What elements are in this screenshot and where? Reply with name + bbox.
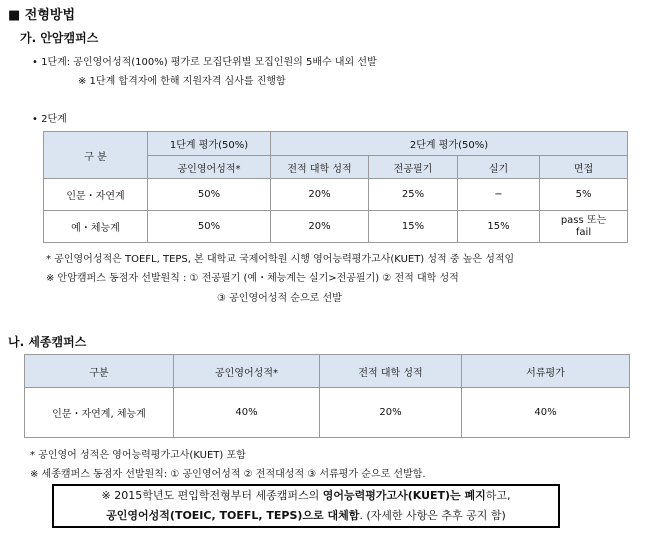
- row-name: 인문・자연계: [44, 179, 148, 211]
- anam-table: [43, 131, 628, 243]
- sejong-table: [24, 354, 630, 438]
- notice-emphasis: 공인영어성적(TOEIC, TOEFL, TEPS)으로 대체함: [106, 509, 360, 522]
- table-cell: 20%: [271, 179, 369, 211]
- anam-sub-header: 면접: [540, 156, 628, 179]
- anam-header-category: 구 분: [44, 132, 148, 179]
- anam-header-stage1: 1단계 평가(50%): [148, 132, 271, 156]
- sejong-note-2: ※ 세종캠퍼스 동점자 선발원칙: ① 공인영어성적 ② 전적대성적 ③ 서류평가 순으로 선발함.: [30, 469, 426, 480]
- table-cell: 25%: [369, 179, 458, 211]
- anam-stage2-label: • 2단계: [32, 114, 67, 125]
- table-cell: 15%: [458, 211, 540, 243]
- table-row: [44, 211, 628, 243]
- row-name: 인문・자연계, 체능계: [25, 388, 174, 438]
- notice-text: 하고,: [485, 489, 511, 502]
- section-title: ■ 전형방법: [8, 8, 76, 23]
- notice-line-2: [54, 506, 558, 526]
- anam-header-stage2: 2단계 평가(50%): [271, 132, 628, 156]
- notice-text: ※ 2015학년도 편입학전형부터 세종캠퍼스의: [101, 489, 323, 502]
- table-cell: 50%: [148, 211, 271, 243]
- table-row: [25, 388, 630, 438]
- sejong-header: 구분: [25, 355, 174, 388]
- table-cell: 5%: [540, 179, 628, 211]
- row-name: 예・체능계: [44, 211, 148, 243]
- anam-sub-header: 전공필기: [369, 156, 458, 179]
- table-cell: 15%: [369, 211, 458, 243]
- table-cell: 40%: [462, 388, 630, 438]
- table-cell: 40%: [174, 388, 320, 438]
- table-cell: 20%: [271, 211, 369, 243]
- table-cell: 50%: [148, 179, 271, 211]
- anam-sub-header: 전적 대학 성적: [271, 156, 369, 179]
- sejong-header: 전적 대학 성적: [320, 355, 462, 388]
- notice-text: . (자세한 사항은 추후 공지 함): [359, 509, 506, 522]
- notice-line-1: [54, 486, 558, 506]
- anam-stage1-line: • 1단계: 공인영어성적(100%) 평가로 모집단위별 모집인원의 5배수 내외 선발: [32, 57, 377, 68]
- table-cell: −: [458, 179, 540, 211]
- notice-box: [52, 484, 560, 528]
- anam-sub-header: 공인영어성적*: [148, 156, 271, 179]
- anam-note-1: * 공인영어성적은 TOEFL, TEPS, 본 대학교 국제어학원 시행 영어능력평가고사(KUET) 성적 중 높은 성적임: [46, 254, 515, 265]
- table-cell: 20%: [320, 388, 462, 438]
- anam-note-3: ③ 공인영어성적 순으로 선발: [217, 293, 342, 304]
- sejong-note-1: * 공인영어 성적은 영어능력평가고사(KUET) 포함: [30, 450, 246, 461]
- anam-note-2: ※ 안암캠퍼스 동점자 선발원칙 : ① 전공필기 (예・체능계는 실기>전공필기) ② 전적 대학 성적: [46, 273, 459, 284]
- anam-sub-header: 실기: [458, 156, 540, 179]
- table-row: [44, 179, 628, 211]
- anam-title: 가. 안암캠퍼스: [20, 31, 99, 45]
- notice-emphasis: 영어능력평가고사(KUET)는 폐지: [322, 489, 486, 502]
- anam-stage1-sub: ※ 1단계 합격자에 한해 지원자격 심사를 진행함: [78, 76, 286, 87]
- sejong-header: 서류평가: [462, 355, 630, 388]
- sejong-header: 공인영어성적*: [174, 355, 320, 388]
- table-cell: pass 또는 fail: [540, 211, 628, 243]
- sejong-title: 나. 세종캠퍼스: [8, 335, 87, 349]
